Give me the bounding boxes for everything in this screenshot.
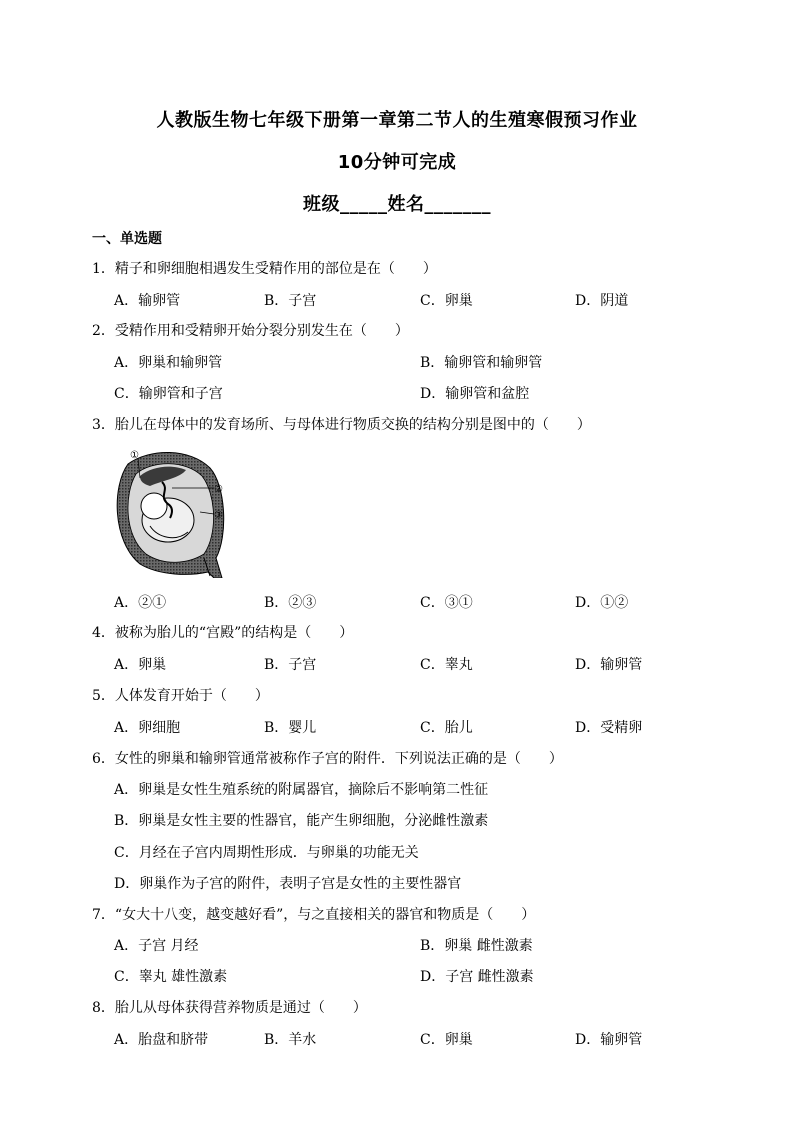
question-1-option-c: C．卵巢 [420,293,473,309]
question-3-option-d: D．①② [575,595,629,611]
question-5-option-a: A．卵细胞 [114,720,181,736]
question-6-stem: 6．女性的卵巢和输卵管通常被称作子宫的附件．下列说法正确的是（ ） [92,751,563,767]
question-1-stem: 1．精子和卵细胞相遇发生受精作用的部位是在（ ） [92,261,437,277]
question-8-option-a: A．胎盘和脐带 [114,1032,209,1048]
question-1-option-d: D．阴道 [575,293,629,309]
question-2-option-a: A．卵巢和输卵管 [114,355,223,371]
fetus-uterus-figure [110,446,230,578]
question-8-option-d: D．输卵管 [575,1032,643,1048]
question-2-option-d: D．输卵管和盆腔 [420,386,530,402]
question-4-option-a: A．卵巢 [114,657,167,673]
question-7-option-c: C．睾丸 雄性激素 [114,969,228,985]
question-2-option-b: B．输卵管和输卵管 [420,355,543,371]
question-3-option-c: C．③① [420,595,473,611]
question-2-stem: 2．受精作用和受精卵开始分裂分别发生在（ ） [92,323,409,339]
question-7-option-d: D．子宫 雌性激素 [420,969,534,985]
question-7-stem: 7．“女大十八变，越变越好看”，与之直接相关的器官和物质是（ ） [92,907,536,923]
question-2-option-c: C．输卵管和子宫 [114,386,223,402]
section-title: 一、单选题 [92,231,162,247]
figure-label-1: ① [130,450,139,461]
question-5-option-b: B．婴儿 [264,720,317,736]
question-3-stem: 3．胎儿在母体中的发育场所、与母体进行物质交换的结构分别是图中的（ ） [92,417,591,433]
question-5-stem: 5．人体发育开始于（ ） [92,688,269,704]
question-5-option-c: C．胎儿 [420,720,473,736]
question-4-option-b: B．子宫 [264,657,317,673]
class-name-line: 班级_____姓名_______ [303,194,491,215]
figure-label-2: ② [214,484,223,495]
question-4-stem: 4．被称为胎儿的“宫殿”的结构是（ ） [92,625,354,641]
question-1-option-a: A．输卵管 [114,293,181,309]
question-8-stem: 8．胎儿从母体获得营养物质是通过（ ） [92,1000,367,1016]
question-8-option-c: C．卵巢 [420,1032,473,1048]
page-title: 人教版生物七年级下册第一章第二节人的生殖寒假预习作业 [156,110,638,131]
question-3-option-a: A．②① [114,595,167,611]
question-4-option-d: D．输卵管 [575,657,643,673]
question-3-option-b: B．②③ [264,595,317,611]
question-6-option-a: A．卵巢是女性生殖系统的附属器官，摘除后不影响第二性征 [114,782,489,798]
question-4-option-c: C．睾丸 [420,657,473,673]
page-subtitle: 10分钟可完成 [337,152,457,173]
question-5-option-d: D．受精卵 [575,720,643,736]
question-8-option-b: B．羊水 [264,1032,317,1048]
question-7-option-b: B．卵巢 雌性激素 [420,938,533,954]
question-6-option-c: C．月经在子宫内周期性形成．与卵巢的功能无关 [114,845,419,861]
question-6-option-b: B．卵巢是女性主要的性器官，能产生卵细胞，分泌雌性激素 [114,813,489,829]
figure-label-3: ③ [214,510,223,521]
question-7-option-a: A．子宫 月经 [114,938,199,954]
question-1-option-b: B．子宫 [264,293,317,309]
question-6-option-d: D．卵巢作为子宫的附件，表明子宫是女性的主要性器官 [114,876,462,892]
